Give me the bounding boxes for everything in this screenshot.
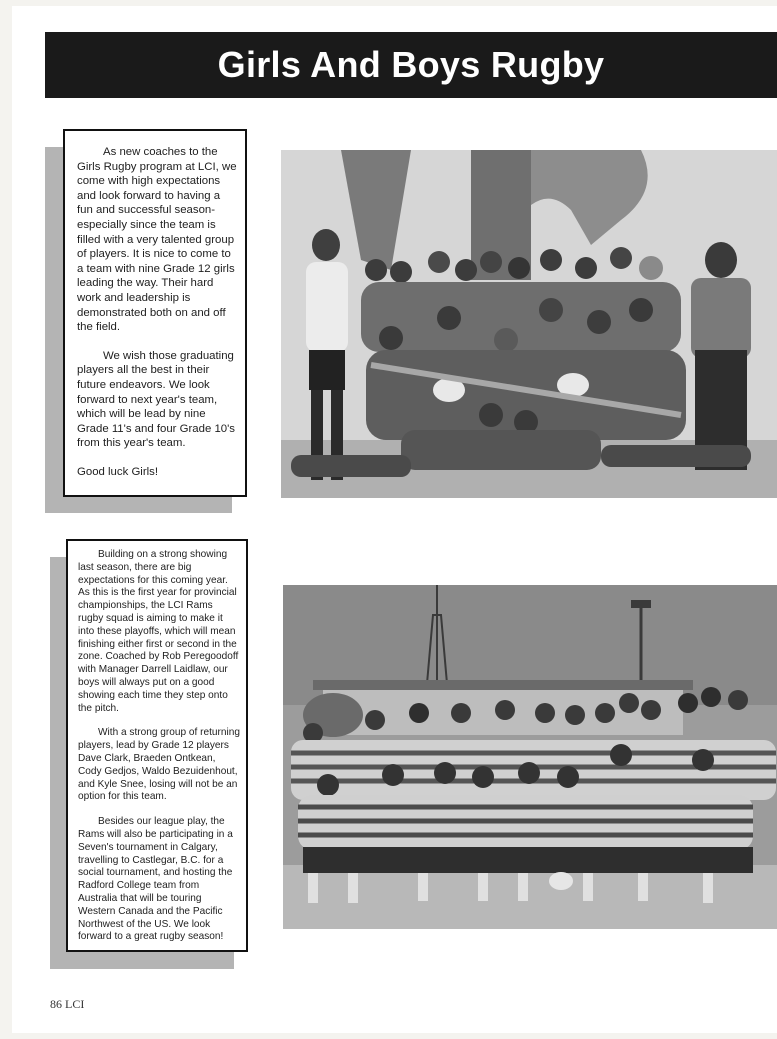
boys-rugby-text-box xyxy=(66,539,248,952)
girls-paragraph: We wish those graduating players all the best in their future endeavors. We look forward to next year's team, which will be lead by nine Grade 11's and four Grade 10's from this year's team. xyxy=(77,349,236,450)
page-title: Girls And Boys Rugby xyxy=(45,32,777,98)
boys-paragraph: Besides our league play, the Rams will also be participating in a Seven's tournament in Calgary, travelling to Castlegar, B.C. for a social tournament, and hosting the Radford College team from Australia that will be touring Western Canada and the Pacific Northwest of the US. We look forward to a great rugby season! xyxy=(78,816,233,943)
team-photo-icon xyxy=(283,585,777,929)
boys-paragraph: Building on a strong showing last season, there are big expectations for this coming year. As this is the first year for provincial championships, the LCI Rams rugby squad is aiming to make it into these playoffs, which will mean finishing either first or second in the zone. Coached by Rob Peregoodoff with Manager Darrell Laidlaw, our boys will always put on a good showing each time they step onto the pitch. xyxy=(78,549,239,714)
girls-rugby-text-box xyxy=(63,129,247,497)
girls-team-photo xyxy=(281,150,777,498)
boys-team-photo xyxy=(283,585,777,929)
boys-paragraph: With a strong group of returning players, lead by Grade 12 players Dave Clark, Braeden Ontkean, Cody Gedjos, Waldo Bezuidenhout, and Kyle Snee, losing will not be an option for this team. xyxy=(78,727,240,803)
girls-paragraph: As new coaches to the Girls Rugby program at LCI, we come with high expectations and look forward to having a fun and successful season- especially since the team is filled with a very talented group of players. It is nice to come to a team with nine Grade 12 girls leading the way. Their hard work and leadership is demonstrated both on and off the field. xyxy=(77,146,237,334)
girls-closing-line: Good luck Girls! xyxy=(77,465,159,478)
team-photo-icon xyxy=(281,150,777,498)
page-number: 86 LCI xyxy=(50,997,85,1011)
